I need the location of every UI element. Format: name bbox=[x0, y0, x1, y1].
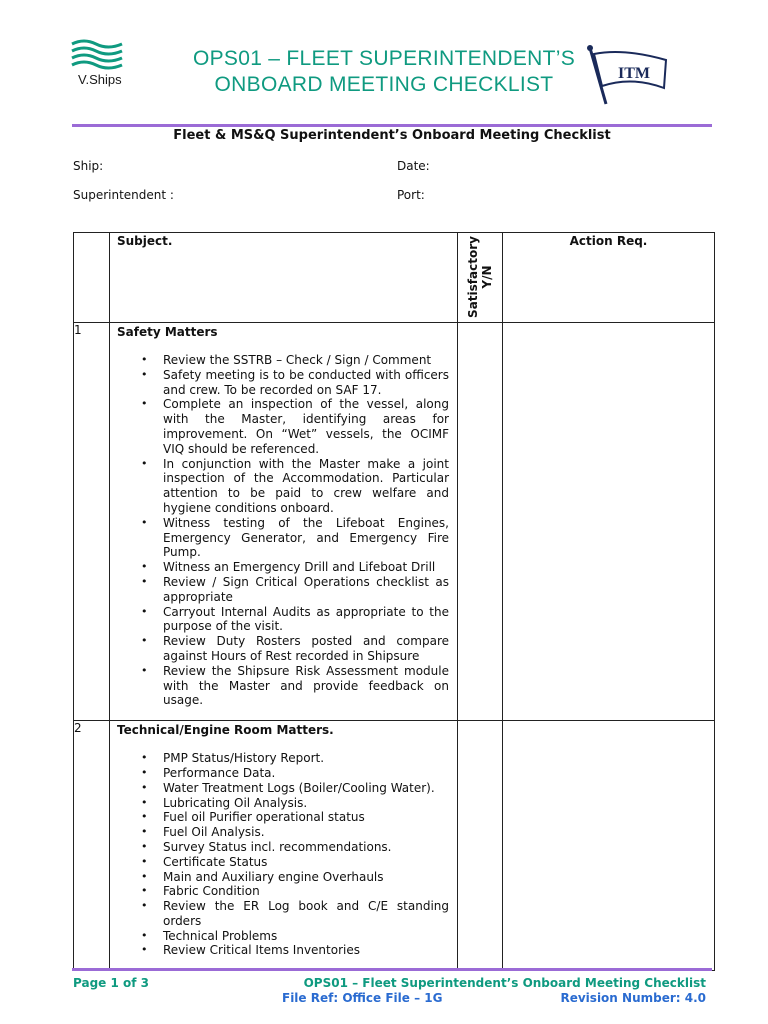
action-cell[interactable] bbox=[503, 721, 715, 971]
table-row bbox=[74, 721, 715, 971]
document-title bbox=[160, 46, 608, 98]
title-line-1: OPS01 – FLEET SUPERINTENDENT’S bbox=[192, 47, 576, 70]
table-row bbox=[74, 323, 715, 721]
list-item: • Fabric Condition bbox=[163, 884, 457, 899]
list-item: • Performance Data. bbox=[163, 766, 457, 781]
list-item: • Review Duty Rosters posted and compare against Hours of Rest recorded in Shipsure bbox=[163, 634, 457, 664]
row-number: 1 bbox=[74, 323, 110, 721]
subject-header: Subject. bbox=[110, 233, 458, 323]
subject-cell bbox=[110, 721, 458, 971]
list-item: • Fuel oil Purifier operational status bbox=[163, 810, 457, 825]
satisfactory-label-line-2: Y/N bbox=[480, 265, 494, 289]
number-header-cell bbox=[74, 233, 110, 323]
itm-logo bbox=[584, 42, 674, 112]
satisfactory-cell[interactable] bbox=[458, 323, 503, 721]
list-item: • Review / Sign Critical Operations checklist as appropriate bbox=[163, 575, 457, 605]
list-item: • Review the SSTRB – Check / Sign / Comment bbox=[163, 353, 457, 368]
list-item: • Main and Auxiliary engine Overhauls bbox=[163, 870, 457, 885]
vships-logo-text: V.Ships bbox=[78, 72, 122, 87]
page-number: Page 1 of 3 bbox=[73, 976, 149, 990]
section-title-safety: Safety Matters bbox=[117, 325, 218, 339]
list-item: • Safety meeting is to be conducted with officers and crew. To be recorded on SAF 17. bbox=[163, 368, 457, 398]
list-item: • Complete an inspection of the vessel, along with the Master, identifying areas for improvement. On “Wet” vessels, the OCIMF VIQ should be referenced. bbox=[163, 397, 457, 456]
table-header-row bbox=[74, 233, 715, 323]
satisfactory-header bbox=[458, 233, 503, 323]
date-label: Date: bbox=[397, 159, 430, 173]
list-item: • Fuel Oil Analysis. bbox=[163, 825, 457, 840]
action-required-header: Action Req. bbox=[503, 233, 715, 323]
section-title-technical: Technical/Engine Room Matters. bbox=[117, 723, 334, 738]
satisfactory-cell[interactable] bbox=[458, 721, 503, 971]
vships-logo bbox=[68, 38, 158, 90]
header-divider bbox=[72, 124, 712, 127]
list-item: • Lubricating Oil Analysis. bbox=[163, 796, 457, 811]
satisfactory-label-line-1: Satisfactory bbox=[466, 236, 480, 318]
list-item: • Review Critical Items Inventories bbox=[163, 943, 457, 958]
list-item: • Water Treatment Logs (Boiler/Cooling Water). bbox=[163, 781, 457, 796]
list-item: • Witness testing of the Lifeboat Engines, Emergency Generator, and Emergency Fire Pump. bbox=[163, 516, 457, 560]
action-cell[interactable] bbox=[503, 323, 715, 721]
checklist-table bbox=[73, 232, 715, 971]
itm-logo-text: ITM bbox=[618, 65, 650, 82]
vships-wave-icon bbox=[68, 38, 128, 74]
footer-document-title: OPS01 – Fleet Superintendent’s Onboard Meeting Checklist bbox=[303, 976, 706, 990]
title-line-2: ONBOARD MEETING CHECKLIST bbox=[214, 73, 554, 96]
ship-label: Ship: bbox=[73, 159, 104, 173]
checklist-subtitle: Fleet & MS&Q Superintendent’s Onboard Meeting Checklist bbox=[173, 128, 611, 143]
safety-items-list bbox=[110, 353, 457, 708]
list-item: • PMP Status/History Report. bbox=[163, 751, 457, 766]
satisfactory-label bbox=[466, 236, 494, 318]
technical-items-list bbox=[110, 751, 457, 958]
list-item: • Review the ER Log book and C/E standing orders bbox=[163, 899, 457, 929]
list-item: • Survey Status incl. recommendations. bbox=[163, 840, 457, 855]
list-item: • Carryout Internal Audits as appropriate to the purpose of the visit. bbox=[163, 605, 457, 635]
list-item: • Technical Problems bbox=[163, 929, 457, 944]
list-item: • In conjunction with the Master make a joint inspection of the Accommodation. Particular attention to be paid to crew welfare and hygiene conditions onboard. bbox=[163, 457, 457, 516]
file-reference: File Ref: Office File – 1G bbox=[282, 991, 443, 1005]
itm-flag-icon bbox=[584, 42, 674, 112]
row-number: 2 bbox=[74, 721, 110, 971]
port-label: Port: bbox=[397, 188, 425, 202]
list-item: • Certificate Status bbox=[163, 855, 457, 870]
list-item: • Witness an Emergency Drill and Lifeboat Drill bbox=[163, 560, 457, 575]
superintendent-label: Superintendent : bbox=[73, 188, 174, 202]
subject-cell bbox=[110, 323, 458, 721]
list-item: • Review the Shipsure Risk Assessment module with the Master and provide feedback on usage. bbox=[163, 664, 457, 708]
revision-number: Revision Number: 4.0 bbox=[560, 991, 706, 1005]
footer-divider bbox=[72, 968, 712, 971]
